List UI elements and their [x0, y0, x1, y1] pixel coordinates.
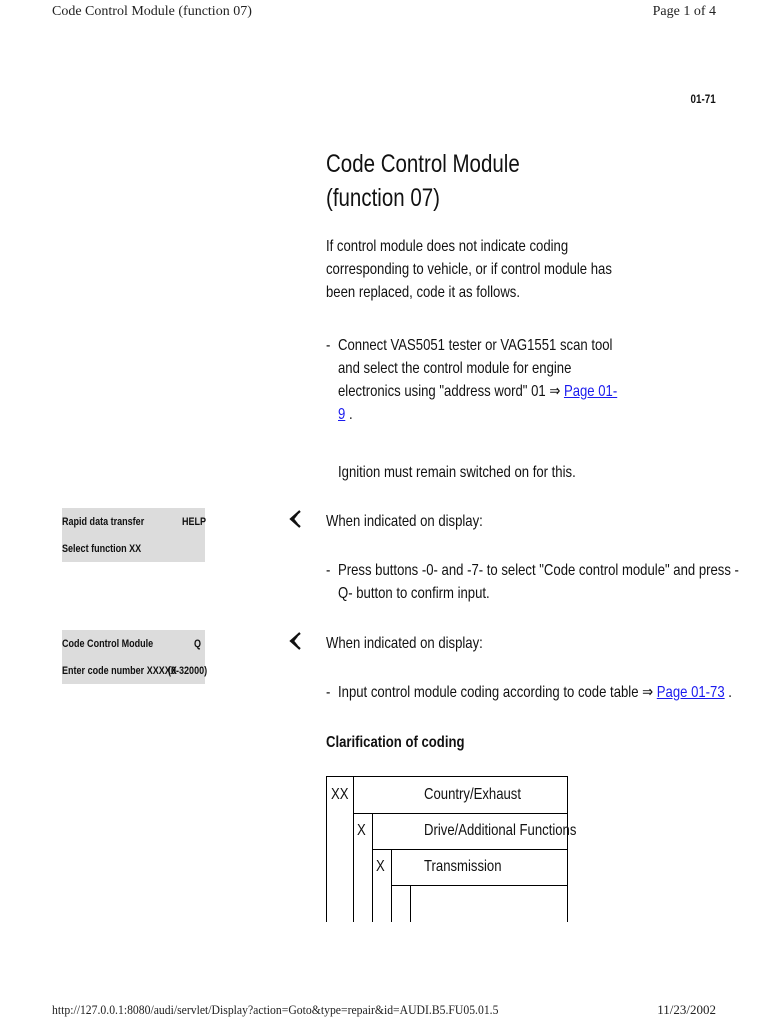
display-text: Q: [194, 638, 202, 650]
instruction-when-indicated: When indicated on display:: [326, 635, 483, 652]
intro-line: corresponding to vehicle, or if control module has: [326, 261, 612, 278]
step-line: Connect VAS5051 tester or VAG1551 scan tool: [338, 337, 613, 354]
list-dash: -: [326, 562, 331, 579]
coding-table: [326, 776, 577, 922]
display-text: HELP: [182, 516, 207, 528]
page-link-01-73[interactable]: Page 01-73: [656, 684, 725, 701]
step-line: Press buttons -0- and -7- to select "Code control module" and press -: [338, 562, 739, 579]
heading-line: Code Control Module: [326, 150, 520, 178]
step-line: Input control module coding according to code table ⇒ Page 01-73 .: [338, 684, 732, 701]
footer-url: http://127.0.0.1:8080/audi/servlet/Display?action=Goto&type=repair&id=AUDI.B5.FU05.01.5: [52, 1002, 499, 1017]
display-text: Rapid data transfer: [62, 516, 145, 528]
step-line: electronics using "address word" 01 ⇒ Page 01-: [338, 383, 618, 400]
step-line: and select the control module for engine: [338, 360, 572, 377]
code-cell: X: [376, 858, 385, 875]
step-line: Q- button to confirm input.: [338, 585, 490, 602]
display-pointer-icon: [288, 510, 302, 532]
code-cell: XX: [331, 786, 349, 803]
list-dash: -: [326, 684, 331, 701]
intro-line: been replaced, code it as follows.: [326, 284, 521, 301]
tester-display-2: [62, 630, 208, 684]
display-text: Select function XX: [62, 543, 142, 555]
header-title: Code Control Module (function 07): [52, 4, 252, 19]
list-dash: -: [326, 337, 331, 354]
code-cell: X: [357, 822, 366, 839]
intro-paragraph: [326, 235, 675, 304]
page-link-01-9-cont[interactable]: 9: [338, 406, 346, 423]
clarification-heading: Clarification of coding: [326, 734, 465, 751]
step-line: 9 .: [338, 406, 353, 423]
display-text: (0-32000): [168, 665, 208, 677]
footer-date: 11/23/2002: [657, 1002, 716, 1017]
intro-line: If control module does not indicate coding: [326, 238, 569, 255]
page-link-01-9[interactable]: Page 01-: [563, 383, 618, 400]
ignition-note: Ignition must remain switched on for this.: [338, 464, 576, 481]
display-text: Enter code number XXXXX: [62, 665, 177, 677]
code-label-cell: Drive/Additional Functions: [424, 822, 577, 839]
code-label-cell: Country/Exhaust: [424, 786, 521, 803]
tester-display-1: [62, 508, 205, 562]
page-heading: [326, 147, 562, 215]
heading-line: (function 07): [326, 184, 440, 212]
code-label-cell: Transmission: [424, 858, 502, 875]
instruction-when-indicated: When indicated on display:: [326, 513, 483, 530]
display-pointer-icon: [288, 632, 302, 654]
document-number: 01-71: [690, 92, 716, 106]
header-page-indicator: Page 1 of 4: [652, 4, 716, 19]
display-text: Code Control Module: [62, 638, 154, 650]
